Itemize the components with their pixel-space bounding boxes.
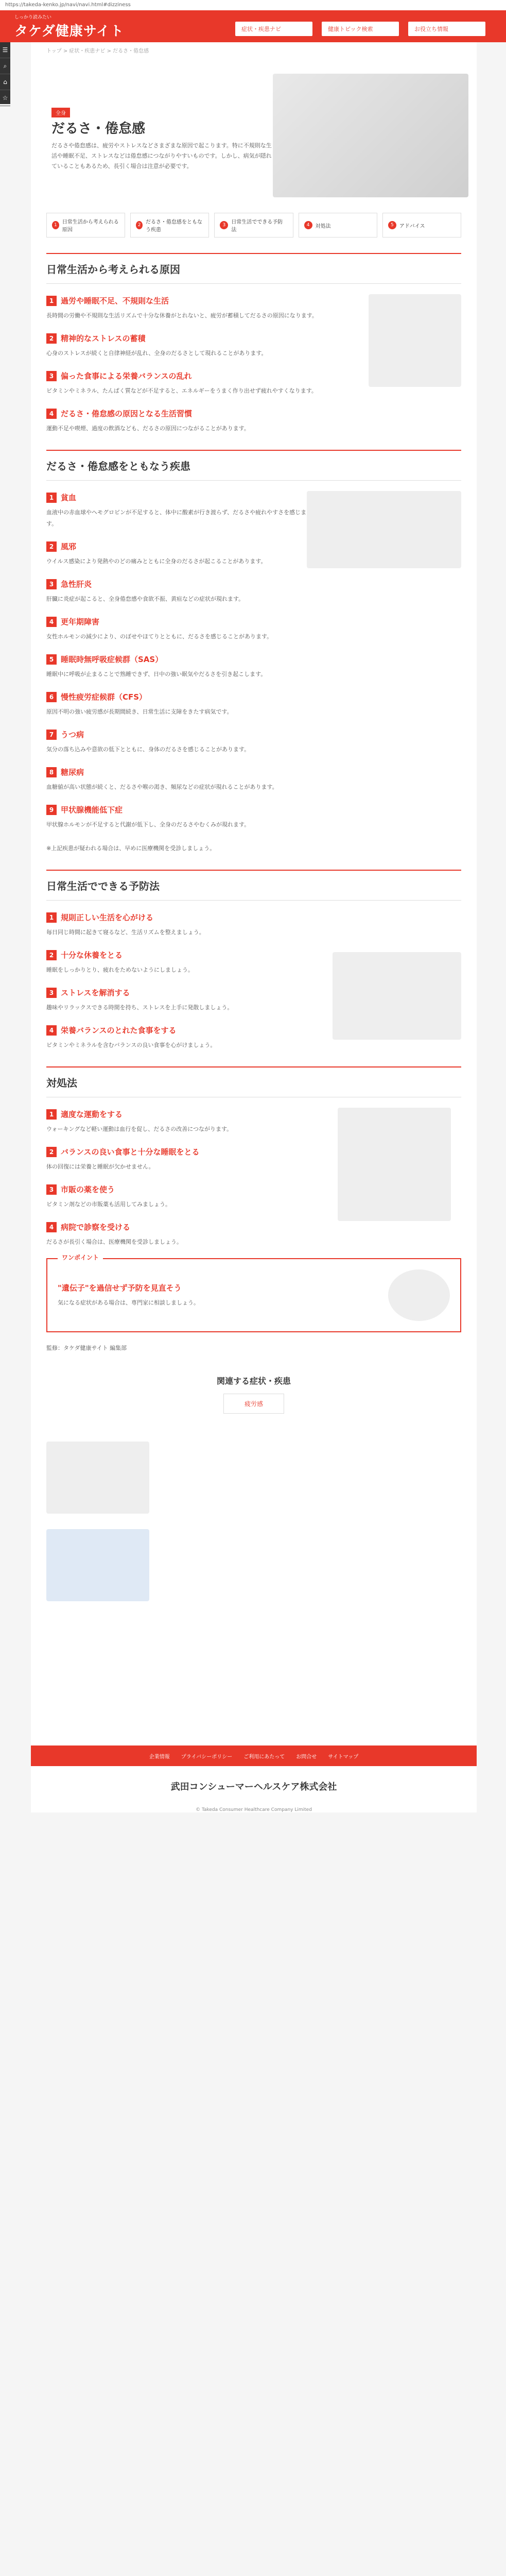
item-title: 病院で診察を受ける — [61, 1223, 131, 1232]
item-text: 運動不足や喫煙、過度の飲酒なども、だるさの原因につながることがあります。 — [46, 425, 250, 432]
related-title: 関連する症状・疾患 — [216, 1376, 291, 1386]
item-title: 過労や睡眠不足、不規則な生活 — [61, 296, 169, 306]
item-text: ビタミン剤などの市販薬も活用してみましょう。 — [46, 1201, 171, 1208]
item-text: 心身のストレスが続くと自律神経が乱れ、全身のだるさとして現れることがあります。 — [46, 350, 267, 357]
page-title: だるさ・倦怠感 — [51, 121, 146, 137]
illustration-tired-woman — [369, 294, 461, 387]
search-icon[interactable]: ⌕ — [0, 58, 10, 74]
toc-number: 2 — [136, 221, 143, 229]
section-prevention — [46, 870, 461, 1051]
item-title: だるさ・倦怠感の原因となる生活習慣 — [61, 409, 193, 418]
item-number: 3 — [46, 371, 57, 381]
item-title: うつ病 — [61, 730, 84, 739]
toc-item[interactable] — [46, 213, 125, 238]
illustration-woman-stretching — [333, 952, 461, 1040]
item-number: 9 — [46, 805, 57, 815]
advice-tag: ワンポイント — [58, 1253, 103, 1262]
item-number: 1 — [46, 296, 57, 306]
section-title: 日常生活から考えられる原因 — [46, 253, 461, 284]
section-title: 対処法 — [46, 1066, 461, 1097]
toc-number: 5 — [388, 221, 396, 229]
item-title: 風邪 — [61, 542, 77, 551]
toc-item[interactable] — [214, 213, 293, 238]
prevention-item — [46, 987, 335, 1013]
cause-item — [46, 333, 365, 359]
logo-tagline: しっかり読みたい — [14, 15, 52, 20]
item-title: 規則正しい生活を心がける — [61, 913, 154, 922]
remedy-item — [46, 1109, 335, 1135]
illustration-person-on-sofa — [307, 491, 461, 568]
item-number: 6 — [46, 692, 57, 702]
disease-item — [46, 767, 461, 793]
item-number: 2 — [46, 541, 57, 552]
promo-image-food[interactable] — [46, 1442, 149, 1514]
footer-link[interactable]: プライバシーポリシー — [181, 1754, 233, 1760]
item-number: 2 — [46, 333, 57, 344]
footer-link[interactable]: ご利用にあたって — [243, 1754, 285, 1760]
remedy-item — [46, 1184, 335, 1210]
footer-link[interactable]: お問合せ — [296, 1754, 317, 1760]
prevention-item — [46, 912, 335, 938]
item-title: 甲状腺機能低下症 — [61, 805, 123, 815]
cause-item — [46, 408, 365, 434]
item-title: 偏った食事による栄養バランスの乱れ — [61, 371, 192, 381]
breadcrumb[interactable]: トップ > 症状・疾患ナビ > だるさ・倦怠感 — [46, 48, 149, 54]
item-text: 睡眠をしっかりとり、疲れをためないようにしましょう。 — [46, 967, 194, 973]
item-number: 4 — [46, 1222, 57, 1232]
advice-box — [46, 1254, 461, 1332]
item-title: 市販の薬を使う — [61, 1185, 115, 1194]
main-content — [31, 42, 477, 1812]
header-link[interactable]: お役立ち情報 — [408, 22, 485, 36]
promo-image-selfmedication[interactable] — [46, 1529, 149, 1601]
item-title: 精神的なストレスの蓄積 — [61, 334, 146, 343]
item-number: 2 — [46, 950, 57, 960]
advice-text: 気になる症状がある場合は、専門家に相談しましょう。 — [58, 1299, 199, 1306]
item-number: 7 — [46, 730, 57, 740]
item-text: ビタミンやミネラルを含むバランスの良い食事を心がけましょう。 — [46, 1042, 216, 1048]
item-text: 女性ホルモンの減少により、のぼせやほてりとともに、だるさを感じることがあります。 — [46, 633, 273, 640]
section-diseases — [46, 450, 461, 854]
header-link[interactable]: 健康トピック検索 — [322, 22, 399, 36]
disease-item — [46, 616, 461, 642]
item-text: 血糖値が高い状態が続くと、だるさや喉の渇き、頻尿などの症状が現れることがあります。 — [46, 784, 278, 790]
prevention-item — [46, 1025, 335, 1051]
item-title: 貧血 — [61, 493, 77, 502]
cause-item — [46, 295, 365, 321]
footer-copyright: © Takeda Consumer Healthcare Company Limited — [196, 1807, 312, 1812]
home-icon[interactable]: ⌂ — [0, 74, 10, 90]
related-link[interactable]: 疲労感 — [223, 1394, 284, 1414]
item-text: 趣味やリラックスできる時間を持ち、ストレスを上手に発散しましょう。 — [46, 1004, 233, 1011]
item-text: だるさが長引く場合は、医療機関を受診しましょう。 — [46, 1239, 182, 1245]
section-remedies — [46, 1066, 461, 1354]
footer-link[interactable]: サイトマップ — [328, 1754, 359, 1760]
item-title: ストレスを解消する — [61, 988, 130, 997]
hero-image — [273, 74, 468, 197]
item-text: 体の回復には栄養と睡眠が欠かせません。 — [46, 1163, 154, 1170]
disease-item — [46, 804, 461, 831]
item-number: 3 — [46, 1184, 57, 1195]
item-title: バランスの良い食事と十分な睡眠をとる — [61, 1147, 200, 1157]
item-text: 長時間の労働や不規則な生活リズムで十分な休養がとれないと、疲労が蓄積してだるさの原因になります。 — [46, 312, 318, 319]
footer-nav — [31, 1745, 477, 1766]
hero-text: だるさや倦怠感は、疲労やストレスなどさまざまな原因で起こります。特に不規則な生活や睡眠不足、ストレスなどは倦怠感につながりやすいものです。しかし、病気が隠れていることもあるため、長引く場合は注意が必要です。 — [51, 142, 272, 170]
item-number: 4 — [46, 617, 57, 627]
item-number: 4 — [46, 1025, 57, 1036]
item-text: ウォーキングなど軽い運動は血行を促し、だるさの改善につながります。 — [46, 1126, 233, 1132]
site-logo[interactable]: タケダ健康サイト — [14, 24, 124, 39]
illustration-walking — [338, 1108, 451, 1221]
item-text: 甲状腺ホルモンが不足すると代謝が低下し、全身のだるさやむくみが現れます。 — [46, 821, 250, 828]
disease-item — [46, 654, 461, 680]
pharmacist-avatar — [388, 1269, 450, 1321]
toc-item[interactable] — [299, 213, 377, 238]
item-text: 気分の落ち込みや意欲の低下とともに、身体のだるさを感じることがあります。 — [46, 746, 250, 753]
item-title: 睡眠時無呼吸症候群（SAS） — [61, 655, 163, 664]
disease-item — [46, 729, 461, 755]
section-title: 日常生活でできる予防法 — [46, 870, 461, 901]
footer-link[interactable]: 企業情報 — [149, 1754, 170, 1760]
site-header — [0, 10, 506, 42]
item-text: 毎日同じ時間に起きて寝るなど、生活リズムを整えましょう。 — [46, 929, 205, 936]
item-title: 糖尿病 — [61, 768, 84, 777]
item-number: 1 — [46, 493, 57, 503]
toc-label: 対処法 — [315, 223, 331, 229]
url-bar[interactable]: https://takeda-kenko.jp/navi/navi.html#dizziness — [0, 0, 506, 10]
hero — [31, 58, 477, 182]
item-number: 3 — [46, 988, 57, 998]
item-number: 4 — [46, 409, 57, 419]
toc-item[interactable] — [382, 213, 461, 238]
item-number: 1 — [46, 912, 57, 923]
item-title: 更年期障害 — [61, 617, 100, 626]
footer-logo: 武田コンシューマーヘルスケア株式会社 — [31, 1766, 477, 1807]
menu-icon[interactable]: ☰ — [0, 42, 10, 58]
item-text: 睡眠中に呼吸が止まることで熟睡できず、日中の強い眠気やだるさを引き起こします。 — [46, 671, 267, 677]
toc-label: だるさ・倦怠感をともなう疾患 — [146, 219, 203, 233]
item-title: 栄養バランスのとれた食事をする — [61, 1026, 177, 1035]
disease-item — [46, 691, 461, 718]
section-causes — [46, 253, 461, 434]
toc-label: 日常生活でできる予防法 — [231, 219, 283, 233]
prevention-item — [46, 950, 335, 976]
disease-item — [46, 579, 461, 605]
item-title: 慢性疲労症候群（CFS） — [61, 692, 147, 702]
table-of-contents — [46, 213, 461, 238]
toc-item[interactable] — [130, 213, 209, 238]
toc-label: アドバイス — [399, 223, 425, 229]
item-title: 適度な運動をする — [61, 1110, 123, 1119]
item-title: 急性肝炎 — [61, 580, 92, 589]
header-links — [235, 22, 485, 36]
side-nav — [0, 42, 10, 104]
item-number: 8 — [46, 767, 57, 777]
advice-title: "遺伝子"を過信せず予防を見直そう — [58, 1283, 182, 1293]
related-section — [46, 1375, 461, 1421]
item-number: 2 — [46, 1147, 57, 1157]
item-number: 5 — [46, 654, 57, 665]
remedy-item — [46, 1222, 335, 1248]
promo-area — [46, 1442, 461, 1730]
item-number: 3 — [46, 579, 57, 589]
toc-number: 3 — [220, 221, 228, 229]
remedy-item — [46, 1146, 335, 1173]
toc-label: 日常生活から考えられる原因 — [62, 219, 119, 233]
cause-item — [46, 370, 365, 397]
item-number: 1 — [46, 1109, 57, 1120]
disease-item — [46, 492, 314, 530]
item-text: 血液中の赤血球やヘモグロビンが不足すると、体中に酸素が行き渡らず、だるさや疲れやすさを感じます。 — [46, 509, 307, 527]
item-text: ウイルス感染により発熱やのどの痛みとともに全身のだるさが起こることがあります。 — [46, 558, 267, 565]
item-text: ビタミンやミネラル、たんぱく質などが不足すると、エネルギーをうまく作り出せず疲れやすくなります。 — [46, 387, 317, 394]
item-text: 肝臓に炎症が起こると、全身倦怠感や食欲不振、黄疸などの症状が現れます。 — [46, 596, 245, 602]
toc-number: 4 — [304, 221, 312, 229]
header-link[interactable]: 症状・疾患ナビ — [235, 22, 312, 36]
item-title: 十分な休養をとる — [61, 951, 123, 960]
item-text: 原因不明の強い疲労感が長期間続き、日常生活に支障をきたす病気です。 — [46, 708, 233, 715]
disease-note: ※上記疾患が疑われる場合は、早めに医療機関を受診しましょう。 — [46, 845, 216, 852]
section-title: だるさ・倦怠感をともなう疾患 — [46, 450, 461, 481]
star-icon[interactable]: ☆ — [0, 90, 10, 106]
category-badge: 全身 — [51, 108, 70, 117]
sources: 監修：タケダ健康サイト 編集部 — [46, 1345, 127, 1351]
toc-number: 1 — [52, 221, 59, 229]
